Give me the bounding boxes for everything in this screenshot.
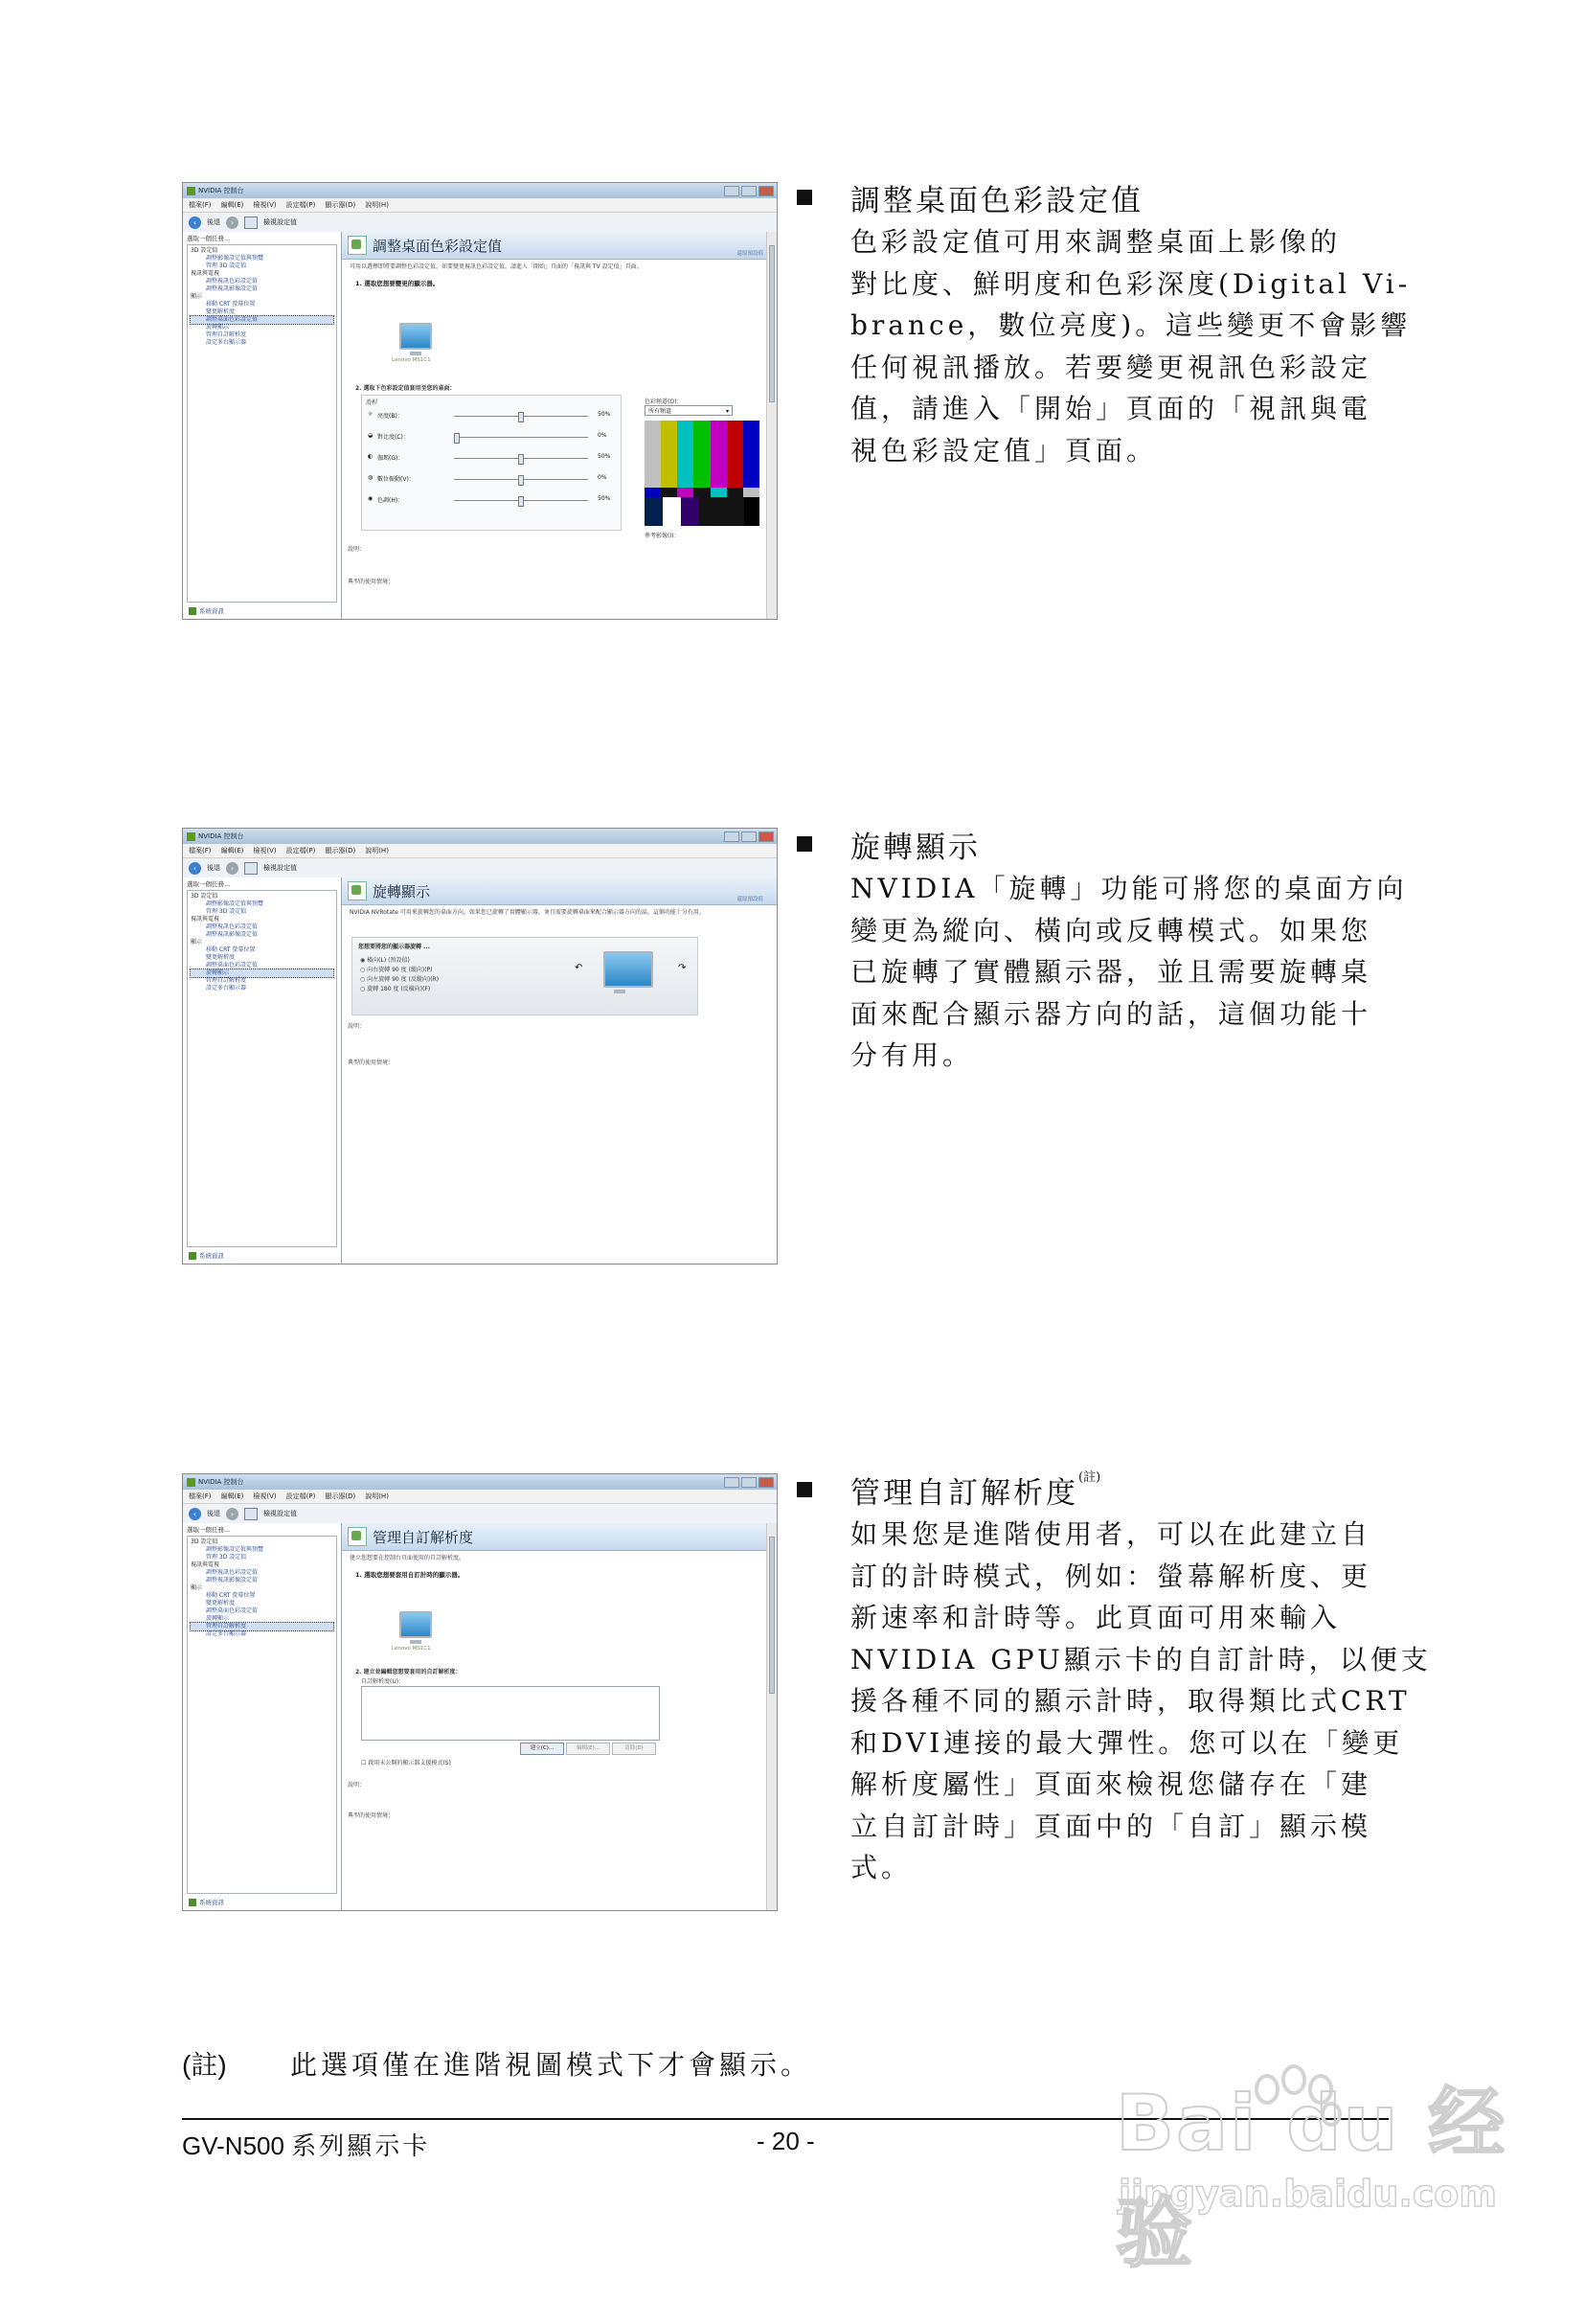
rotation-option-label: 旋轉 180 度 (反橫向)(F) — [367, 986, 431, 992]
nvidia-logo-icon — [187, 1478, 195, 1487]
task-view-icon[interactable] — [244, 1508, 258, 1520]
tree-item[interactable]: 調整桌面色彩設定值 — [206, 962, 259, 968]
window-title: NVIDIA 控制台 — [198, 832, 244, 840]
page-title: 管理自訂解析度 — [373, 1528, 474, 1546]
main-pane — [342, 1523, 777, 1910]
menu-profile[interactable]: 設定檔(P) — [285, 847, 316, 854]
back-arrow-icon[interactable]: ‹ — [189, 862, 201, 875]
slider-track[interactable] — [454, 500, 588, 501]
slider-thumb[interactable] — [518, 454, 524, 465]
tree-item-selected[interactable]: 旋轉顯示 — [191, 969, 333, 977]
menu-bar — [183, 198, 777, 213]
body-line: 值，請進入「開始」頁面的「視訊與電 — [850, 393, 1372, 424]
toolbar — [183, 1504, 777, 1524]
checkbox-label: 啟用未公開的顯示器支援模式(S) — [368, 1760, 451, 1766]
bullet-square-icon — [797, 190, 812, 205]
rotation-box-title: 您想要將您的顯示器旋轉 ... — [358, 944, 430, 950]
usage-label: 典型的使用情境： — [348, 579, 395, 585]
screenshot-desktop-color — [182, 182, 778, 620]
system-info-link[interactable] — [189, 1898, 224, 1906]
preview-monitor-icon — [603, 951, 653, 988]
page-title: 旋轉顯示 — [373, 882, 431, 900]
page-number: - 20 - — [757, 2127, 815, 2155]
slider-thumb[interactable] — [518, 412, 524, 422]
slider-label: 伽瑪(G)： — [377, 455, 404, 462]
menu-bar — [183, 844, 777, 858]
task-tree — [187, 890, 337, 1247]
channel-label: 色彩頻道(O)： — [645, 399, 683, 405]
rotation-option[interactable] — [360, 984, 430, 992]
task-view-icon[interactable] — [244, 862, 258, 875]
slider-value: 50% — [598, 453, 611, 460]
rotation-option-label: 橫向(L) (預設值) — [367, 957, 410, 964]
tree-item[interactable]: 旋轉顯示 — [206, 1615, 230, 1622]
page-icon — [348, 236, 367, 255]
section-body — [850, 1514, 1432, 1889]
slider-row — [368, 453, 615, 465]
tree-item[interactable]: 調整影像設定值與預覽 — [206, 255, 264, 262]
task-view-icon[interactable] — [244, 216, 258, 229]
tree-item[interactable]: 設定多台顯示器 — [206, 1630, 247, 1637]
tree-item[interactable]: 管理 3D 設定值 — [206, 262, 247, 269]
slider-label: 對比度(C)： — [377, 434, 409, 441]
task-pane — [183, 232, 342, 619]
minimize-button[interactable] — [724, 186, 739, 196]
main-pane — [342, 232, 777, 619]
slider-icon: ◒ — [368, 432, 374, 439]
slider-thumb[interactable] — [518, 496, 524, 507]
tree-item[interactable]: 設定多台顯示器 — [206, 985, 247, 991]
page-description: 建立您想要在控制台頁面使用的自訂解析度。 — [350, 1555, 465, 1561]
slider-value: 50% — [598, 495, 611, 502]
delete-button[interactable]: 清除(D) — [612, 1743, 656, 1755]
slider-icon: ◉ — [368, 495, 374, 502]
window-title: NVIDIA 控制台 — [198, 1478, 244, 1486]
section-heading: 調整桌面色彩設定值 — [850, 184, 1143, 218]
tree-item[interactable]: 調整視訊影像設定值 — [206, 285, 259, 292]
chevron-down-icon: ▾ — [725, 408, 729, 415]
reference-image-label: 參考影像(I)： — [645, 533, 680, 539]
tree-item[interactable]: 移動 CRT 螢幕位置 — [206, 946, 256, 953]
display-monitor-icon[interactable] — [399, 1611, 432, 1638]
tree-item[interactable]: 3D 設定值 — [191, 1538, 218, 1545]
slider-track[interactable] — [454, 479, 588, 480]
menu-edit[interactable]: 編輯(E) — [220, 201, 244, 209]
menu-view[interactable]: 檢視(V) — [253, 847, 277, 854]
rotation-option[interactable] — [360, 955, 410, 964]
slider-label: 數位振動(V)： — [377, 476, 415, 483]
minimize-button[interactable] — [724, 1477, 739, 1488]
color-bars-reference-image — [645, 421, 759, 526]
system-info-link[interactable] — [189, 606, 224, 615]
page-banner — [342, 232, 777, 260]
slider-icon: ◐ — [368, 453, 374, 460]
usage-label: 典型的使用情境： — [348, 1812, 395, 1819]
tree-item[interactable]: 顯示 — [191, 939, 203, 946]
step-1-label: 1. 選取您想要變更的顯示器。 — [355, 280, 440, 287]
custom-resolution-list-label: 自訂解析度(U)： — [361, 1678, 405, 1685]
body-line: 變更為縱向、橫向或反轉模式。如果您 — [850, 914, 1372, 946]
task-view-label[interactable]: 檢視設定值 — [263, 1510, 297, 1517]
note-marker: (註) — [182, 2050, 227, 2080]
slider-value: 0% — [598, 432, 607, 439]
footnote-marker: (註) — [1078, 1470, 1101, 1485]
bullet-square-icon — [797, 836, 812, 852]
back-label[interactable]: 後退 — [207, 1510, 220, 1517]
tree-item[interactable]: 調整視訊色彩設定值 — [206, 1569, 259, 1576]
rotate-left-icon[interactable]: ↶ — [575, 963, 583, 973]
nvidia-logo-icon — [187, 832, 195, 841]
restore-defaults-link[interactable]: 還原預設值 — [736, 251, 763, 257]
rotation-option[interactable] — [360, 965, 433, 973]
tree-item[interactable]: 調整視訊影像設定值 — [206, 1577, 259, 1584]
slider-row — [368, 411, 615, 422]
body-line: 式。 — [850, 1852, 913, 1883]
task-view-label[interactable]: 檢視設定值 — [263, 218, 297, 226]
page-icon — [348, 1527, 367, 1546]
enable-unsupported-modes-checkbox[interactable] — [361, 1758, 451, 1766]
note-text: 此選項僅在進階視圖模式下才會顯示。 — [290, 2049, 812, 2081]
vertical-scrollbar[interactable] — [766, 1523, 777, 1910]
tree-item[interactable]: 調整視訊色彩設定值 — [206, 923, 259, 930]
body-line: 任何視訊播放。若要變更視訊色彩設定 — [850, 351, 1372, 383]
slider-label: 亮度(B)： — [377, 413, 403, 420]
notes-label: 說明： — [348, 546, 366, 553]
sliders-header: 滑桿 — [366, 399, 378, 406]
close-button[interactable] — [759, 186, 774, 196]
menu-display[interactable]: 顯示器(D) — [325, 1492, 356, 1500]
system-info-label[interactable]: 系統資訊 — [199, 607, 224, 615]
tree-item[interactable]: 顯示 — [191, 1584, 203, 1591]
screenshot-custom-resolution — [182, 1473, 778, 1911]
tree-item[interactable]: 視訊與電視 — [191, 916, 220, 923]
page-description: NVIDIA NVRotate 可用來旋轉您的桌面方向。如果您已旋轉了實體顯示器，並且需要旋轉桌面來配合顯示器方向的話，這個功能十分有用。 — [350, 909, 705, 916]
back-label[interactable]: 後退 — [207, 218, 220, 226]
rotate-right-icon[interactable]: ↷ — [678, 963, 687, 973]
forward-arrow-icon[interactable]: › — [226, 216, 238, 229]
tree-item[interactable]: 變更解析度 — [206, 1600, 236, 1606]
tree-item[interactable]: 變更解析度 — [206, 308, 236, 315]
watermark-logo: Bai du 经验 — [1116, 2079, 1507, 2278]
info-icon — [189, 607, 196, 615]
rotation-option[interactable] — [360, 974, 439, 983]
slider-thumb[interactable] — [518, 475, 524, 486]
monitor-caption: Lenovo MS1C1 — [392, 1646, 431, 1652]
radio-icon[interactable]: ○ — [360, 986, 366, 992]
menu-file[interactable]: 檔案(F) — [189, 847, 212, 854]
menu-profile[interactable]: 設定檔(P) — [285, 201, 316, 209]
task-tree — [187, 1536, 337, 1894]
custom-resolution-list[interactable] — [361, 1686, 660, 1741]
model-name: GV-N500 — [182, 2131, 284, 2160]
tree-item[interactable]: 管理 3D 設定值 — [206, 908, 247, 915]
main-pane — [342, 877, 777, 1264]
page-banner — [342, 877, 777, 905]
edit-button[interactable]: 編輯(E)... — [566, 1743, 610, 1755]
info-icon — [189, 1252, 196, 1260]
notes-label: 說明： — [348, 1023, 366, 1030]
system-info-label[interactable]: 系統資訊 — [199, 1899, 224, 1906]
tree-item[interactable]: 3D 設定值 — [191, 893, 218, 900]
slider-value: 50% — [598, 411, 611, 418]
channel-select-value: 所有頻道 — [648, 408, 672, 415]
slider-track[interactable] — [454, 458, 588, 459]
tree-item[interactable]: 旋轉顯示 — [206, 324, 230, 330]
menu-help[interactable]: 說明(H) — [365, 847, 389, 854]
body-line: 已旋轉了實體顯示器，並且需要旋轉桌 — [850, 956, 1372, 988]
channel-select[interactable] — [645, 405, 733, 416]
body-line: NVIDIA GPU顯示卡的自訂計時，以便支 — [850, 1643, 1432, 1675]
info-icon — [189, 1899, 196, 1906]
vertical-scrollbar[interactable] — [766, 232, 777, 619]
tree-item[interactable]: 移動 CRT 螢幕位置 — [206, 301, 256, 308]
tree-item[interactable]: 調整視訊色彩設定值 — [206, 278, 259, 285]
task-header: 選取一個任務... — [187, 235, 231, 242]
slider-icon: ☼ — [368, 411, 374, 418]
rotation-box — [351, 937, 698, 1015]
system-info-link[interactable] — [189, 1251, 224, 1260]
tree-item[interactable]: 視訊與電視 — [191, 1561, 220, 1568]
maximize-button[interactable] — [741, 832, 757, 842]
body-line: 視色彩設定值」頁面。 — [850, 434, 1158, 467]
toolbar — [183, 858, 777, 878]
menu-help[interactable]: 說明(H) — [365, 201, 389, 209]
notes-label: 說明： — [348, 1782, 366, 1789]
slider-value: 0% — [598, 474, 607, 481]
menu-file[interactable]: 檔案(F) — [189, 1492, 212, 1500]
tree-item[interactable]: 調整影像設定值與預覽 — [206, 1546, 264, 1553]
minimize-button[interactable] — [724, 832, 739, 842]
slider-row — [368, 474, 615, 486]
checkbox-icon[interactable]: ☐ — [361, 1760, 367, 1766]
tree-item[interactable]: 調整桌面色彩設定值 — [206, 1607, 259, 1614]
nvidia-logo-icon — [187, 187, 195, 195]
task-view-label[interactable]: 檢視設定值 — [263, 864, 297, 872]
body-line: brance，數位亮度)。這些變更不會影響 — [850, 309, 1412, 341]
step-1-label: 1. 選取您想要套用自訂計時的顯示器。 — [355, 1571, 464, 1579]
tree-item[interactable]: 管理自訂解析度 — [206, 977, 247, 984]
toolbar — [183, 213, 777, 233]
step-2-label: 2. 建立並編輯您想要套用的自訂解析度： — [355, 1669, 462, 1675]
task-header: 選取一個任務... — [187, 880, 231, 888]
footer-model — [182, 2127, 430, 2162]
menu-help[interactable]: 說明(H) — [365, 1492, 389, 1500]
section-heading — [850, 1469, 1100, 1512]
body-line: 面來配合顯示器方向的話，這個功能十 — [850, 997, 1372, 1030]
slider-track[interactable] — [454, 416, 588, 417]
menu-bar — [183, 1490, 777, 1504]
body-line: 對比度、鮮明度和色彩深度(Digital Vi- — [850, 267, 1412, 300]
menu-profile[interactable]: 設定檔(P) — [285, 1492, 316, 1500]
close-button[interactable] — [759, 1477, 774, 1488]
body-line: 訂的計時模式，例如：螢幕解析度、更 — [850, 1560, 1372, 1592]
body-line: NVIDIA「旋轉」功能可將您的桌面方向 — [850, 873, 1408, 904]
tree-item[interactable]: 調整影像設定值與預覽 — [206, 900, 264, 907]
tree-item[interactable]: 管理 3D 設定值 — [206, 1554, 247, 1561]
maximize-button[interactable] — [741, 1477, 757, 1488]
menu-display[interactable]: 顯示器(D) — [325, 201, 356, 209]
create-button[interactable]: 建立(C)... — [520, 1743, 564, 1755]
bullet-square-icon — [797, 1482, 812, 1497]
section-heading-text: 管理自訂解析度 — [850, 1476, 1078, 1511]
body-line: 色彩設定值可用來調整桌面上影像的 — [850, 226, 1342, 258]
section-heading: 旋轉顯示 — [850, 831, 981, 865]
tree-item[interactable]: 視訊與電視 — [191, 270, 220, 277]
tree-item[interactable]: 移動 CRT 螢幕位置 — [206, 1592, 256, 1599]
slider-icon: ◍ — [368, 474, 374, 481]
usage-label: 典型的使用情境： — [348, 1059, 395, 1066]
tree-item[interactable]: 3D 設定值 — [191, 247, 218, 254]
close-button[interactable] — [759, 832, 774, 842]
slider-thumb[interactable] — [454, 433, 460, 444]
screenshot-rotate-display — [182, 828, 778, 1265]
menu-display[interactable]: 顯示器(D) — [325, 847, 356, 854]
task-pane — [183, 877, 342, 1264]
rotation-option-label: 向左旋轉 90 度 (反縱向)(R) — [367, 976, 440, 983]
page-icon — [348, 881, 367, 900]
window-title: NVIDIA 控制台 — [198, 187, 244, 194]
page-title: 調整桌面色彩設定值 — [373, 237, 503, 255]
system-info-label[interactable]: 系統資訊 — [199, 1252, 224, 1260]
menu-edit[interactable]: 編輯(E) — [220, 1492, 244, 1500]
menu-edit[interactable]: 編輯(E) — [220, 847, 244, 854]
section-body — [850, 221, 1412, 471]
display-monitor-icon[interactable] — [399, 323, 432, 350]
tree-item[interactable]: 變更解析度 — [206, 954, 236, 961]
task-tree — [187, 244, 337, 603]
section-body — [850, 868, 1408, 1077]
task-pane — [183, 1523, 342, 1910]
body-line: 和DVI連接的最大彈性。您可以在「變更 — [850, 1726, 1404, 1759]
tree-item[interactable]: 調整視訊影像設定值 — [206, 931, 259, 938]
step-2-label: 2. 選取下色彩設定值套用至您的桌面： — [355, 385, 456, 392]
tree-item[interactable]: 管理自訂解析度 — [206, 331, 247, 338]
tree-item-selected[interactable]: 管理自訂解析度 — [191, 1623, 333, 1630]
slider-row — [368, 495, 615, 507]
body-line: 新速率和計時等。此頁面可用來輸入 — [850, 1602, 1342, 1633]
body-line: 如果您是進階使用者，可以在此建立自 — [850, 1518, 1372, 1550]
back-arrow-icon[interactable]: ‹ — [189, 216, 201, 229]
body-line: 分有用。 — [850, 1039, 974, 1071]
slider-label: 色調(H)： — [377, 497, 404, 504]
slider-box — [361, 395, 622, 531]
radio-checked-icon[interactable]: ◉ — [360, 957, 366, 964]
body-line: 解析度屬性」頁面來檢視您儲存在「建 — [850, 1768, 1372, 1800]
window-titlebar — [183, 183, 777, 198]
page-description: 可用以選擇即將要調整色彩設定值，如要變更視訊色彩設定值，請進入「開始」頁面的「視訊與 TV 設定值」頁面。 — [350, 263, 643, 270]
forward-arrow-icon[interactable]: › — [226, 862, 238, 875]
watermark-url: jingyan.baidu.com — [1119, 2173, 1497, 2215]
task-header: 選取一個任務... — [187, 1526, 231, 1534]
series-name: 系列顯示卡 — [291, 2132, 431, 2161]
slider-track[interactable] — [454, 437, 588, 438]
rotation-option-label: 向右旋轉 90 度 (縱向)(P) — [367, 967, 433, 973]
window-titlebar — [183, 1474, 777, 1490]
body-line: 援各種不同的顯示計時，取得類比式CRT — [850, 1685, 1411, 1717]
tree-item[interactable]: 設定多台顯示器 — [206, 339, 247, 346]
restore-defaults-link[interactable]: 還原預設值 — [736, 897, 763, 902]
page-banner — [342, 1523, 777, 1551]
forward-arrow-icon[interactable]: › — [226, 1508, 238, 1520]
menu-file[interactable]: 檔案(F) — [189, 201, 212, 209]
menu-view[interactable]: 檢視(V) — [253, 201, 277, 209]
monitor-caption: Lenovo MS1C1 — [392, 357, 431, 363]
tree-item-selected[interactable]: 調整桌面色彩設定值 — [191, 316, 333, 324]
window-titlebar — [183, 829, 777, 844]
tree-item[interactable]: 顯示 — [191, 293, 203, 300]
radio-icon[interactable]: ○ — [360, 976, 366, 983]
radio-icon[interactable]: ○ — [360, 967, 366, 973]
menu-view[interactable]: 檢視(V) — [253, 1492, 277, 1500]
back-arrow-icon[interactable]: ‹ — [189, 1508, 201, 1520]
back-label[interactable]: 後退 — [207, 864, 220, 872]
body-line: 立自訂計時」頁面中的「自訂」顯示模 — [850, 1810, 1372, 1842]
maximize-button[interactable] — [741, 186, 757, 196]
slider-row — [368, 432, 615, 444]
